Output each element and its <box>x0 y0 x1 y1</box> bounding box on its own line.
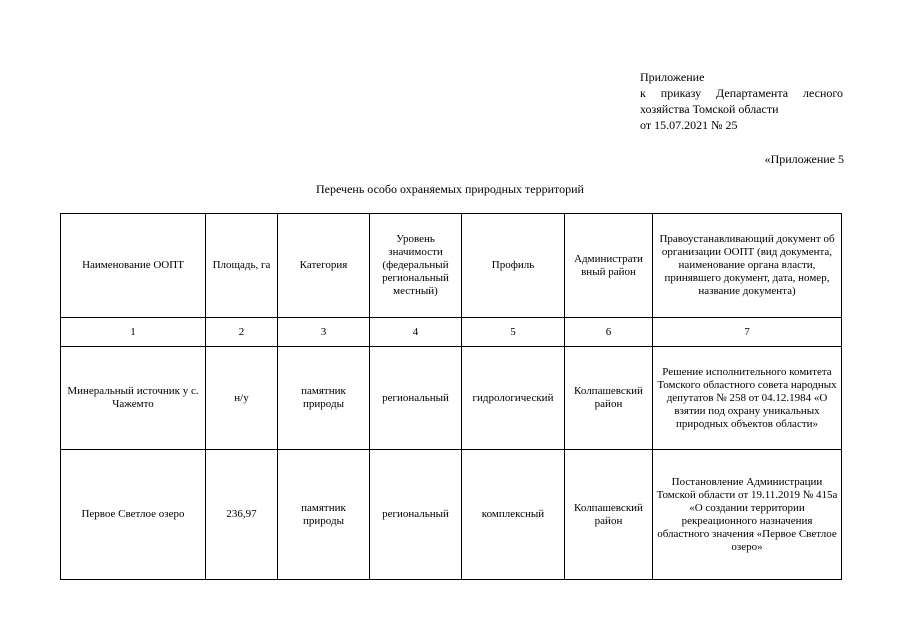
cell-category: памятник природы <box>278 450 370 580</box>
cell-district: Колпашевский район <box>565 347 653 450</box>
cell-profile: гидрологический <box>462 347 565 450</box>
order-reference-block <box>640 69 850 133</box>
column-number-row <box>61 318 842 347</box>
table-row <box>61 450 842 580</box>
order-reference-line: к приказу Департамента лесного <box>640 86 843 100</box>
column-number: 3 <box>278 318 370 347</box>
appendix-number: «Приложение 5 <box>764 152 844 166</box>
cell-level: региональный <box>370 347 462 450</box>
cell-area: н/у <box>206 347 278 450</box>
cell-profile: комплексный <box>462 450 565 580</box>
cell-area: 236,97 <box>206 450 278 580</box>
table-header-row <box>61 214 842 318</box>
cell-category: памятник природы <box>278 347 370 450</box>
column-number: 6 <box>565 318 653 347</box>
cell-name: Первое Светлое озеро <box>61 450 206 580</box>
cell-document: Постановление Администрации Томской области от 19.11.2019 № 415а «О создании территории рекреационного назначения областного значения «Первое Светлое озеро» <box>653 450 842 580</box>
order-date-number: от 15.07.2021 № 25 <box>640 118 738 132</box>
cell-district: Колпашевский район <box>565 450 653 580</box>
document-title: Перечень особо охраняемых природных территорий <box>316 182 584 196</box>
header-category: Категория <box>278 214 370 318</box>
column-number: 7 <box>653 318 842 347</box>
department-line: хозяйства Томской области <box>640 102 779 116</box>
column-number: 2 <box>206 318 278 347</box>
column-number: 5 <box>462 318 565 347</box>
protected-areas-table <box>60 213 842 580</box>
header-level: Уровень значимости (федеральный региональный местный) <box>370 214 462 318</box>
cell-name: Минеральный источник у с. Чажемто <box>61 347 206 450</box>
column-number: 4 <box>370 318 462 347</box>
header-name: Наименование ООПТ <box>61 214 206 318</box>
cell-level: региональный <box>370 450 462 580</box>
cell-document: Решение исполнительного комитета Томского областного совета народных депутатов № 258 от 04.12.1984 «О взятии под охрану уникальных природных объектов области» <box>653 347 842 450</box>
column-number: 1 <box>61 318 206 347</box>
header-district: Администрати вный район <box>565 214 653 318</box>
header-profile: Профиль <box>462 214 565 318</box>
appendix-label: Приложение <box>640 70 705 84</box>
header-area: Площадь, га <box>206 214 278 318</box>
header-document: Правоустанавливающий документ об организации ООПТ (вид документа, наименование органа власти, принявшего документ, дата, номер, название документа) <box>653 214 842 318</box>
table-row <box>61 347 842 450</box>
